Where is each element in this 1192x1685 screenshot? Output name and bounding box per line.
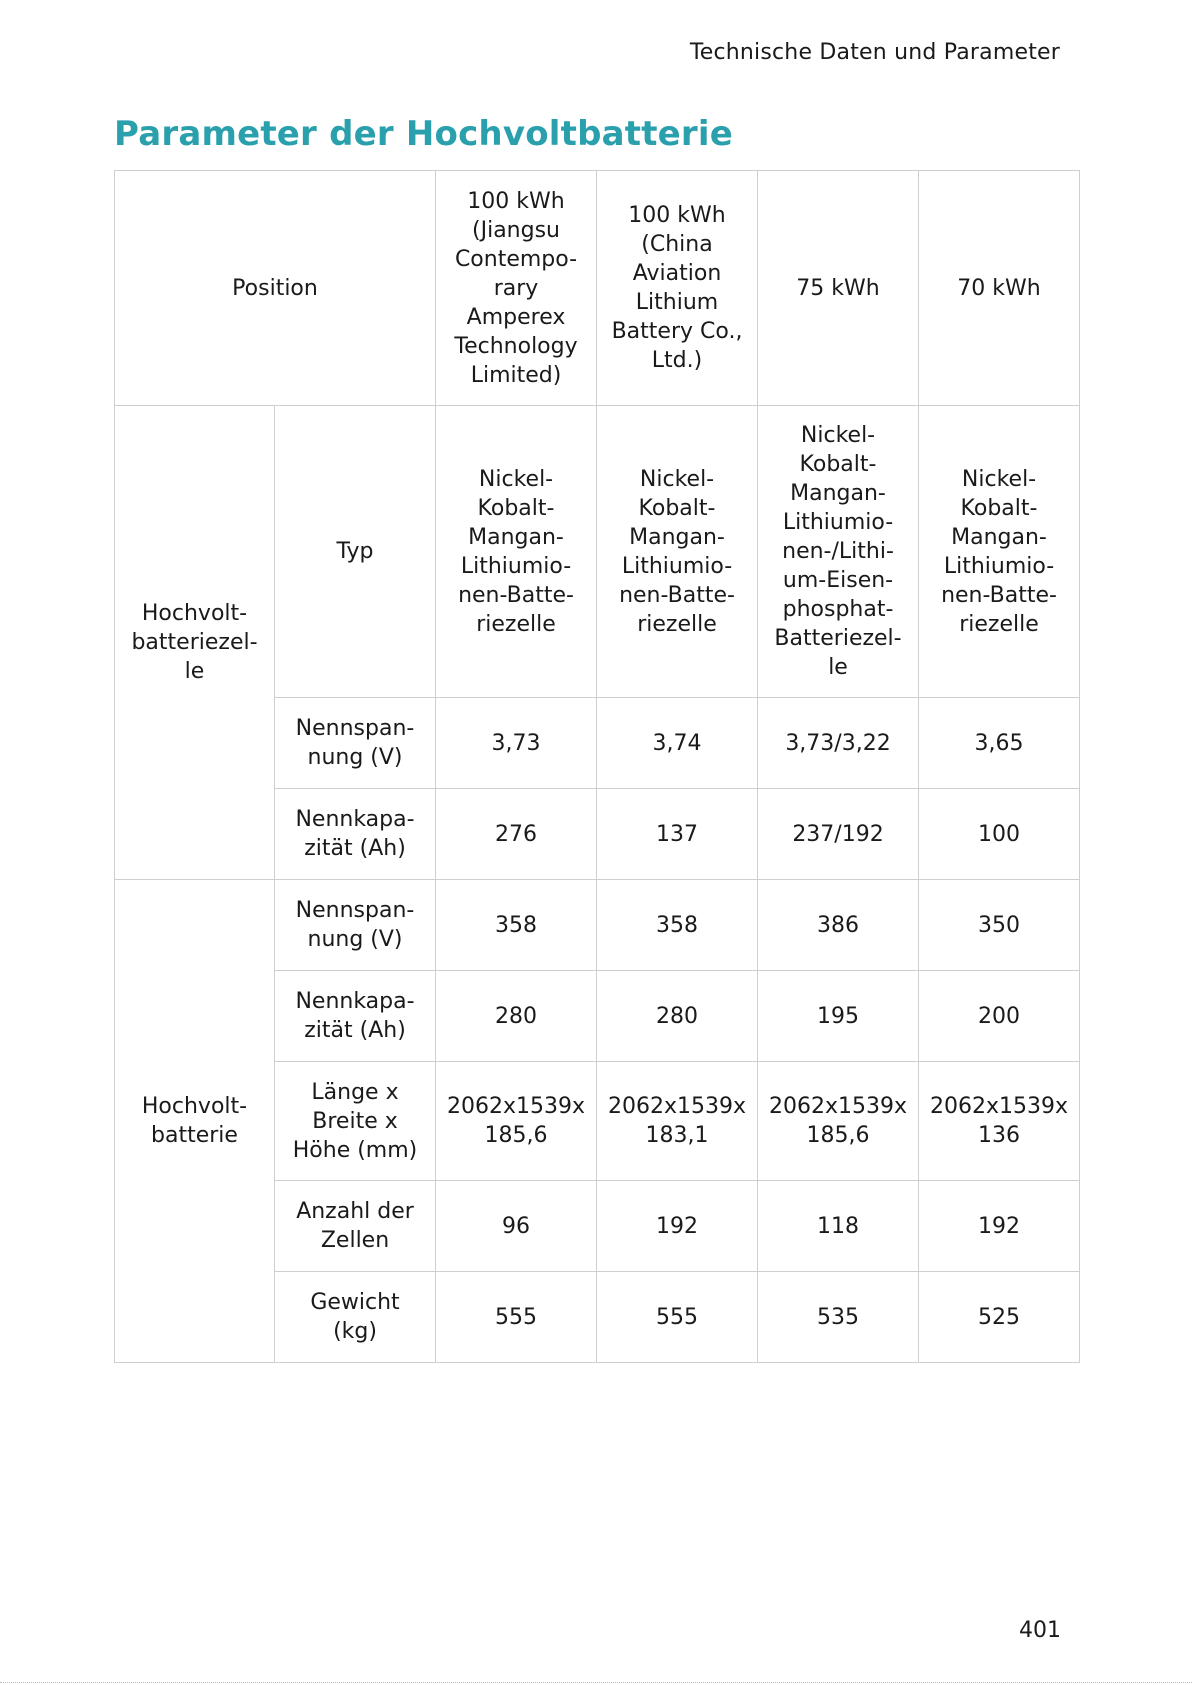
value-cell: Nickel- Kobalt- Mangan- Lithiumio- nen-Batte- riezelle: [436, 406, 597, 698]
value-cell: 2062x1539x 136: [919, 1062, 1080, 1181]
page-bottom-divider: [0, 1682, 1192, 1683]
row-label-cell: Typ: [275, 406, 436, 698]
value-cell: 280: [597, 971, 758, 1062]
value-cell: 350: [919, 880, 1080, 971]
value-cell: 195: [758, 971, 919, 1062]
value-cell: 2062x1539x 185,6: [758, 1062, 919, 1181]
value-cell: 2062x1539x 185,6: [436, 1062, 597, 1181]
running-header: Technische Daten und Parameter: [689, 40, 1060, 65]
value-cell: 358: [597, 880, 758, 971]
value-cell: Nickel- Kobalt- Mangan- Lithiumio- nen-Batte- riezelle: [919, 406, 1080, 698]
section-title: Parameter der Hochvoltbatterie: [114, 114, 733, 154]
value-cell: 525: [919, 1272, 1080, 1363]
value-cell: 555: [597, 1272, 758, 1363]
battery-parameters-table: [114, 170, 1080, 1363]
value-cell: 386: [758, 880, 919, 971]
value-cell: 118: [758, 1181, 919, 1272]
value-cell: 237/192: [758, 789, 919, 880]
value-cell: 276: [436, 789, 597, 880]
column-header-cell: 75 kWh: [758, 171, 919, 406]
row-label-cell: Länge x Breite x Höhe (mm): [275, 1062, 436, 1181]
value-cell: 358: [436, 880, 597, 971]
row-label-cell: Nennspan- nung (V): [275, 698, 436, 789]
page-number: 401: [1019, 1618, 1061, 1643]
value-cell: 96: [436, 1181, 597, 1272]
group-label-cell: Hochvolt- batterie: [115, 880, 275, 1363]
value-cell: 3,65: [919, 698, 1080, 789]
value-cell: 3,73/3,22: [758, 698, 919, 789]
table-row: [115, 406, 1080, 698]
row-label-cell: Nennkapa- zität (Ah): [275, 971, 436, 1062]
value-cell: 137: [597, 789, 758, 880]
value-cell: Nickel- Kobalt- Mangan- Lithiumio- nen-Batte- riezelle: [597, 406, 758, 698]
table-header-row: [115, 171, 1080, 406]
value-cell: 280: [436, 971, 597, 1062]
row-label-cell: Anzahl der Zellen: [275, 1181, 436, 1272]
value-cell: 2062x1539x 183,1: [597, 1062, 758, 1181]
value-cell: 192: [919, 1181, 1080, 1272]
column-header-cell: 100 kWh (China Aviation Lithium Battery Co., Ltd.): [597, 171, 758, 406]
value-cell: 3,74: [597, 698, 758, 789]
row-label-cell: Nennkapa- zität (Ah): [275, 789, 436, 880]
row-label-cell: Nennspan- nung (V): [275, 880, 436, 971]
value-cell: 100: [919, 789, 1080, 880]
position-header-cell: Position: [115, 171, 436, 406]
table-row: [115, 880, 1080, 971]
value-cell: 555: [436, 1272, 597, 1363]
value-cell: 200: [919, 971, 1080, 1062]
value-cell: Nickel- Kobalt- Mangan- Lithiumio- nen-/Lithi- um-Eisen- phosphat- Batteriezel- le: [758, 406, 919, 698]
value-cell: 3,73: [436, 698, 597, 789]
column-header-cell: 100 kWh (Jiangsu Contempo- rary Amperex Technology Limited): [436, 171, 597, 406]
column-header-cell: 70 kWh: [919, 171, 1080, 406]
value-cell: 535: [758, 1272, 919, 1363]
value-cell: 192: [597, 1181, 758, 1272]
group-label-cell: Hochvolt- batteriezel- le: [115, 406, 275, 880]
row-label-cell: Gewicht (kg): [275, 1272, 436, 1363]
